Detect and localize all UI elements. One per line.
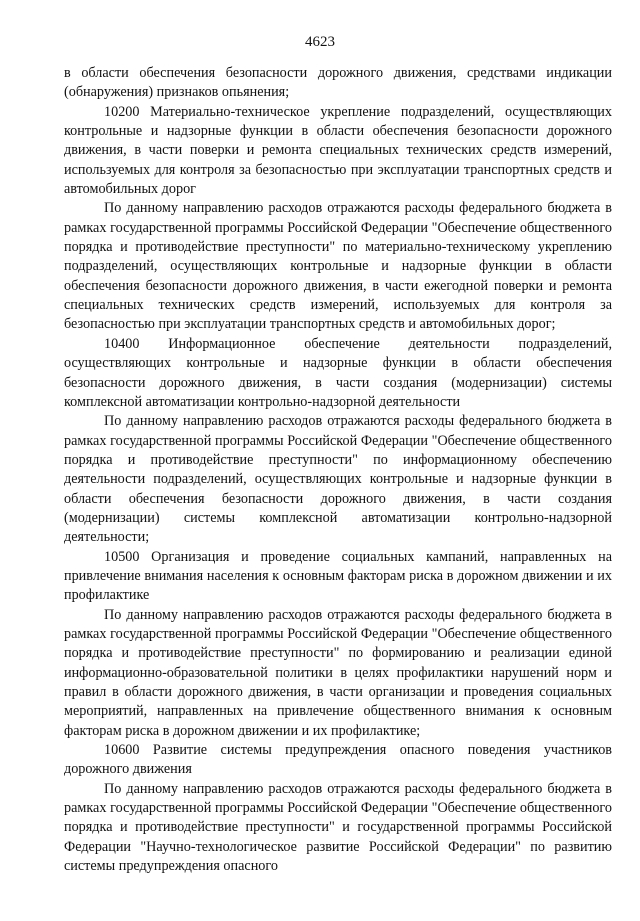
paragraph-description-10600: По данному направлению расходов отражаются расходы федерального бюджета в рамках государственной программы Российской Федерации "Обеспечение общественного порядка и противодействие преступности" и государственной программы Российской Федерации "Научно-технологическое развитие Российской Федерации" по развитию системы предупреждения опасного [64,780,612,875]
paragraph-heading-10400: 10400 Информационное обеспечение деятельности подразделений, осуществляющих контрольные и надзорные функции в области обеспечения безопасности дорожного движения, в части создания (модернизации) системы комплексной автоматизации контрольно-надзорной деятельности [64,335,612,410]
paragraph-heading-10500: 10500 Организация и проведение социальных кампаний, направленных на привлечение внимания населения к основным факторам риска в дорожном движении и их профилактике [64,548,612,604]
page-number: 4623 [305,34,335,50]
paragraph-description-10200: По данному направлению расходов отражаются расходы федерального бюджета в рамках государственной программы Российской Федерации "Обеспечение общественного порядка и противодействие преступности" по материально-техническому укреплению подразделений, осуществляющих контрольные и надзорные функции в области обеспечения безопасности дорожного движения, в части ежегодной поверки и ремонта специальных технических средств измерений, используемых для контроля за безопасностью при эксплуатации транспортных средств и автомобильных дорог; [64,200,612,333]
paragraph-description-10400: По данному направлению расходов отражаются расходы федерального бюджета в рамках государственной программы Российской Федерации "Обеспечение общественного порядка и противодействие преступности" по информационному обеспечению деятельности подразделений, осуществляющих контрольные и надзорные функции в области обеспечения безопасности дорожного движения, в части создания (модернизации) системы комплексной автоматизации контрольно-надзорной деятельности; [64,413,612,546]
paragraph-heading-10200: 10200 Материально-техническое укрепление подразделений, осуществляющих контрольные и надзорные функции в области обеспечения безопасности дорожного движения, в части поверки и ремонта специальных технических средств измерений, используемых для контроля за безопасностью при эксплуатации транспортных средств и автомобильных дорог [64,103,612,198]
paragraph-continuation: в области обеспечения безопасности дорожного движения, средствами индикации (обнаружения) признаков опьянения; [64,65,612,101]
paragraph-heading-10600: 10600 Развитие системы предупреждения опасного поведения участников дорожного движения [64,742,612,778]
document-body [64,64,612,876]
paragraph-description-10500: По данному направлению расходов отражаются расходы федерального бюджета в рамках государственной программы Российской Федерации "Обеспечение общественного порядка и противодействие преступности" по формированию и реализации единой информационно-образовательной политики в целях профилактики нарушений норм и правил в области дорожного движения, в части организации и проведения социальных мероприятий, направленных на привлечение общественного внимания к основным факторам риска в дорожном движении и их профилактике; [64,606,612,739]
